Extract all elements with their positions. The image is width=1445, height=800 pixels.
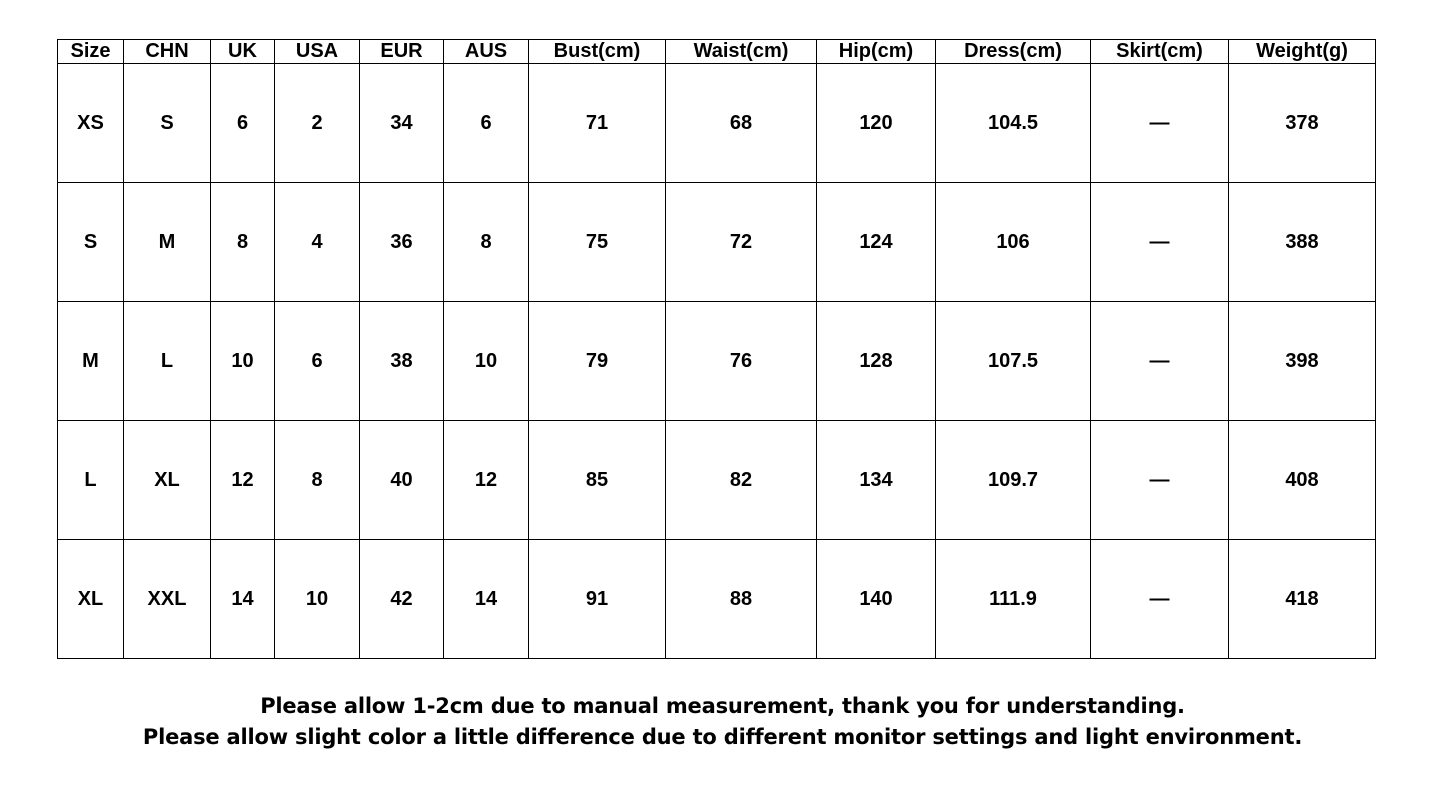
table-cell: 14 (444, 540, 529, 659)
table-cell: 104.5 (936, 64, 1091, 183)
table-row (58, 64, 1376, 183)
table-cell: 6 (275, 302, 360, 421)
table-cell: 140 (817, 540, 936, 659)
table-cell: — (1091, 64, 1229, 183)
header-cell: UK (211, 40, 275, 64)
table-cell: 398 (1229, 302, 1376, 421)
table-cell: 42 (360, 540, 444, 659)
table-cell: L (124, 302, 211, 421)
header-row (58, 40, 1376, 64)
table-cell: 75 (529, 183, 666, 302)
table-cell: XXL (124, 540, 211, 659)
table-row (58, 302, 1376, 421)
header-cell: Size (58, 40, 124, 64)
color-note: Please allow slight color a little difference due to different monitor settings and light environment. (142, 725, 1303, 749)
table-cell: 10 (211, 302, 275, 421)
table-cell: 134 (817, 421, 936, 540)
header-cell: Hip(cm) (817, 40, 936, 64)
table-cell: 12 (444, 421, 529, 540)
table-cell: 88 (666, 540, 817, 659)
table-cell: 72 (666, 183, 817, 302)
table-cell: XL (58, 540, 124, 659)
table-cell: 120 (817, 64, 936, 183)
table-cell: 8 (275, 421, 360, 540)
table-cell: 8 (444, 183, 529, 302)
table-cell: 38 (360, 302, 444, 421)
table-cell: 68 (666, 64, 817, 183)
table-cell: 378 (1229, 64, 1376, 183)
table-cell: 12 (211, 421, 275, 540)
header-cell: Skirt(cm) (1091, 40, 1229, 64)
table-cell: 6 (444, 64, 529, 183)
table-cell: — (1091, 302, 1229, 421)
table-cell: 36 (360, 183, 444, 302)
table-cell: 124 (817, 183, 936, 302)
table-cell: 6 (211, 64, 275, 183)
table-cell: 34 (360, 64, 444, 183)
table-cell: L (58, 421, 124, 540)
table-cell: 109.7 (936, 421, 1091, 540)
size-chart-table (57, 39, 1376, 659)
table-cell: 10 (275, 540, 360, 659)
table-cell: 82 (666, 421, 817, 540)
table-cell: 107.5 (936, 302, 1091, 421)
table-cell: 2 (275, 64, 360, 183)
header-cell: USA (275, 40, 360, 64)
table-cell: — (1091, 540, 1229, 659)
table-cell: M (58, 302, 124, 421)
table-cell: 408 (1229, 421, 1376, 540)
table-cell: 10 (444, 302, 529, 421)
header-cell: AUS (444, 40, 529, 64)
header-cell: CHN (124, 40, 211, 64)
table-cell: 76 (666, 302, 817, 421)
table-cell: S (58, 183, 124, 302)
header-cell: Waist(cm) (666, 40, 817, 64)
table-cell: S (124, 64, 211, 183)
table-cell: 79 (529, 302, 666, 421)
table-cell: 388 (1229, 183, 1376, 302)
table-cell: M (124, 183, 211, 302)
table-cell: XS (58, 64, 124, 183)
table-cell: — (1091, 183, 1229, 302)
table-row (58, 421, 1376, 540)
table-cell: XL (124, 421, 211, 540)
header-cell: Weight(g) (1229, 40, 1376, 64)
table-cell: 14 (211, 540, 275, 659)
table-row (58, 183, 1376, 302)
table-cell: 91 (529, 540, 666, 659)
table-cell: 40 (360, 421, 444, 540)
table-cell: 85 (529, 421, 666, 540)
header-cell: Dress(cm) (936, 40, 1091, 64)
table-cell: 418 (1229, 540, 1376, 659)
table-row (58, 540, 1376, 659)
table-cell: 4 (275, 183, 360, 302)
table-cell: 111.9 (936, 540, 1091, 659)
table-cell: 128 (817, 302, 936, 421)
table-cell: — (1091, 421, 1229, 540)
header-cell: Bust(cm) (529, 40, 666, 64)
table-cell: 71 (529, 64, 666, 183)
table-cell: 8 (211, 183, 275, 302)
header-cell: EUR (360, 40, 444, 64)
measurement-note: Please allow 1-2cm due to manual measurement, thank you for understanding. (260, 694, 1185, 718)
table-cell: 106 (936, 183, 1091, 302)
